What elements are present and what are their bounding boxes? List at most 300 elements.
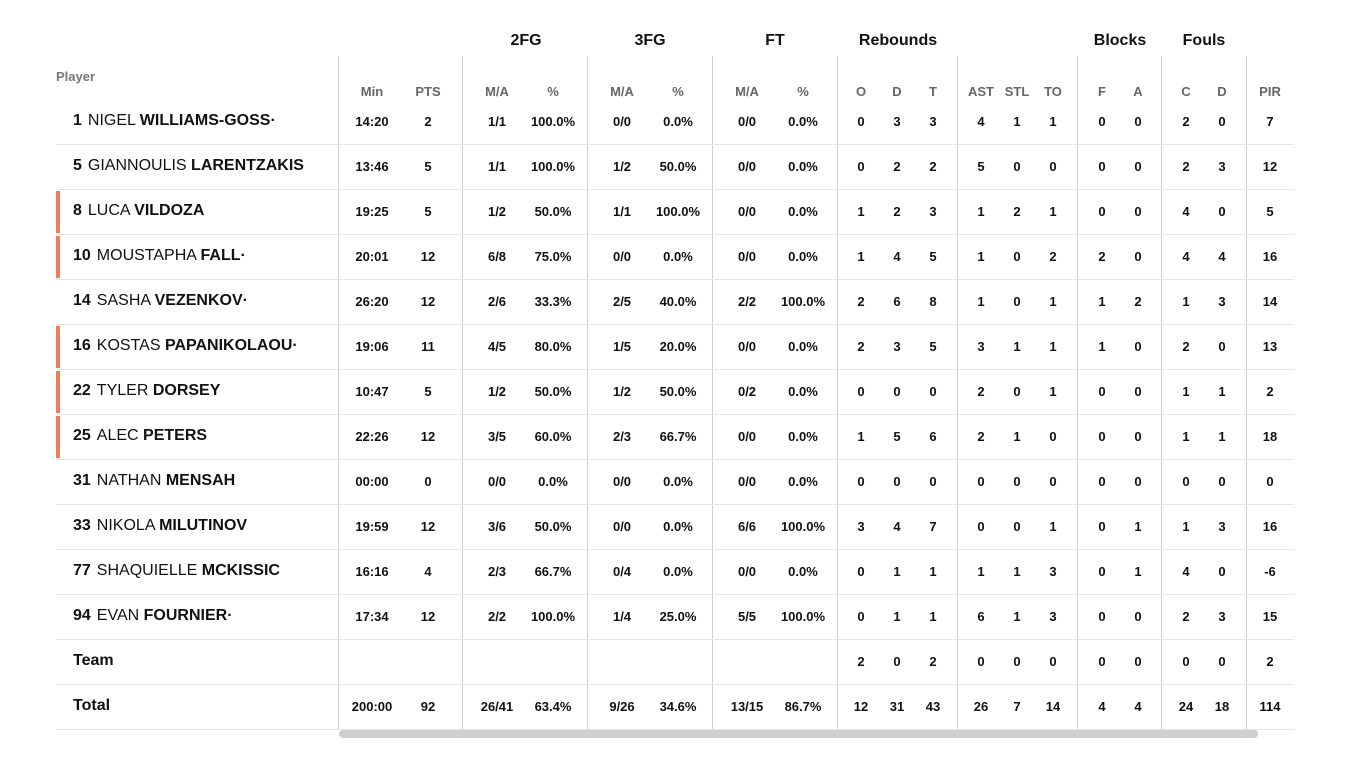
- column-header: PTS: [415, 84, 441, 99]
- column-header: PIR: [1259, 84, 1281, 99]
- stat-cell: 7: [1013, 699, 1021, 714]
- stat-cell: 0.0%: [788, 429, 818, 444]
- stat-cell: 2: [1013, 204, 1021, 219]
- stat-cell: 26/41: [480, 699, 514, 714]
- stat-cell: 0: [1098, 159, 1106, 174]
- stat-cell: 100.0%: [780, 294, 826, 309]
- stat-cell: 16: [1262, 249, 1278, 264]
- stat-cell: 1: [977, 564, 985, 579]
- stat-cell: 1/2: [487, 384, 507, 399]
- column-header: M/A: [610, 84, 634, 99]
- player-number: 14: [73, 292, 91, 309]
- stat-cell: 0: [857, 114, 865, 129]
- player-column-header: Player: [56, 69, 96, 84]
- stat-cell: 100.0%: [530, 609, 576, 624]
- player-number: 16: [73, 337, 91, 354]
- stat-cell: 0: [1134, 429, 1142, 444]
- stat-cell: 0: [1013, 159, 1021, 174]
- stat-cell: 2: [1182, 609, 1190, 624]
- stat-cell: 0: [1218, 114, 1226, 129]
- stat-cell: 0/0: [612, 474, 632, 489]
- stat-cell: 86.7%: [784, 699, 822, 714]
- stat-cell: 2: [1098, 249, 1106, 264]
- stat-cell: 3: [857, 519, 865, 534]
- stat-cell: 16: [1262, 519, 1278, 534]
- table-row[interactable]: [56, 235, 1294, 280]
- stat-cell: 0.0%: [788, 564, 818, 579]
- stat-cell: 1/1: [487, 114, 507, 129]
- player-last-name: MILUTINOV: [159, 517, 248, 534]
- stat-cell: 1: [977, 204, 985, 219]
- stat-cell: 60.0%: [534, 429, 572, 444]
- starter-indicator: [56, 191, 60, 233]
- player-first-name: MOUSTAPHA: [96, 247, 197, 264]
- table-row[interactable]: [56, 145, 1294, 190]
- stat-cell: 92: [420, 699, 436, 714]
- stat-cell: 0.0%: [663, 249, 693, 264]
- stat-cell: 0.0%: [788, 114, 818, 129]
- stat-cell: 1: [1134, 519, 1142, 534]
- stat-cell: 1: [1182, 429, 1190, 444]
- table-row[interactable]: [56, 595, 1294, 640]
- stat-cell: 3: [893, 339, 901, 354]
- stat-cell: 1/4: [612, 609, 632, 624]
- player-first-name: SASHA: [96, 292, 151, 309]
- stat-cell: 2: [857, 339, 865, 354]
- stat-cell: 0/0: [737, 339, 757, 354]
- stat-cell: 0: [1134, 114, 1142, 129]
- stat-cell: 2/3: [612, 429, 632, 444]
- stat-cell: 66.7%: [659, 429, 697, 444]
- stat-cell: 0.0%: [788, 384, 818, 399]
- column-header: T: [929, 84, 937, 99]
- stat-cell: 2: [893, 159, 901, 174]
- player-first-name: NIGEL: [87, 112, 136, 129]
- stat-cell: 12: [420, 249, 436, 264]
- column-header: D: [1217, 84, 1227, 99]
- stat-cell: 14: [1045, 699, 1061, 714]
- boxscore-table: [56, 0, 1294, 763]
- stat-cell: 0: [1013, 474, 1021, 489]
- starter-indicator: [56, 416, 60, 458]
- stat-cell: 4: [977, 114, 985, 129]
- stat-cell: 0: [857, 609, 865, 624]
- player-first-name: ALEC: [96, 427, 139, 444]
- stat-cell: 1: [1049, 519, 1057, 534]
- stat-cell: 1: [1218, 384, 1226, 399]
- stat-cell: 1: [1182, 384, 1190, 399]
- stat-cell: 7: [929, 519, 937, 534]
- stat-cell: 50.0%: [534, 384, 572, 399]
- stat-cell: 1/2: [612, 159, 632, 174]
- player-name[interactable]: [73, 517, 247, 535]
- player-number: 8: [73, 202, 82, 219]
- table-row[interactable]: [56, 505, 1294, 550]
- player-last-name: FOURNIER·: [143, 607, 233, 624]
- stat-cell: 100.0%: [530, 159, 576, 174]
- stat-cell: 0/2: [737, 384, 757, 399]
- stat-cell: 5: [977, 159, 985, 174]
- player-name[interactable]: [73, 337, 298, 355]
- stat-cell: 1/5: [612, 339, 632, 354]
- table-row[interactable]: [56, 100, 1294, 145]
- stat-cell: 3: [929, 114, 937, 129]
- stat-cell: 3/5: [487, 429, 507, 444]
- player-name[interactable]: [73, 157, 304, 175]
- stat-cell: 11: [421, 339, 435, 354]
- player-name[interactable]: [73, 292, 248, 310]
- stat-cell: 6/6: [737, 519, 757, 534]
- stat-cell: 24: [1178, 699, 1194, 714]
- stat-cell: 50.0%: [659, 159, 697, 174]
- team-row: [56, 640, 1294, 685]
- column-header: D: [892, 84, 902, 99]
- stat-cell: 12: [420, 294, 436, 309]
- stat-cell: 0: [1013, 249, 1021, 264]
- stat-cell: 2/5: [612, 294, 632, 309]
- stat-cell: 0.0%: [788, 204, 818, 219]
- stat-cell: 200:00: [351, 699, 393, 714]
- stat-cell: 3: [1049, 564, 1057, 579]
- player-number: 25: [73, 427, 91, 444]
- stat-cell: 0: [1098, 519, 1106, 534]
- stat-cell: 100.0%: [780, 519, 826, 534]
- stat-cell: 1: [1049, 114, 1057, 129]
- stat-cell: 20:01: [355, 249, 389, 264]
- stat-cell: 26:20: [355, 294, 389, 309]
- player-last-name: PETERS: [143, 427, 208, 444]
- stat-cell: 3: [977, 339, 985, 354]
- stat-cell: 0/0: [737, 114, 757, 129]
- stat-cell: 18: [1262, 429, 1278, 444]
- group-header-3fg: 3FG: [634, 32, 666, 49]
- stat-cell: 0: [893, 654, 901, 669]
- stat-cell: 0: [1013, 294, 1021, 309]
- stat-cell: 1: [1049, 294, 1057, 309]
- stat-cell: 5: [929, 249, 937, 264]
- stat-cell: 0: [1013, 519, 1021, 534]
- stat-cell: 0: [1266, 474, 1274, 489]
- table-row[interactable]: [56, 550, 1294, 595]
- stat-cell: 4: [1134, 699, 1142, 714]
- stat-cell: 0/0: [487, 474, 507, 489]
- stat-cell: 31: [889, 699, 905, 714]
- stat-cell: 75.0%: [534, 249, 572, 264]
- stat-cell: 63.4%: [534, 699, 572, 714]
- stat-cell: 2: [857, 294, 865, 309]
- group-header-fouls: Fouls: [1182, 32, 1226, 49]
- stat-cell: 2: [929, 654, 937, 669]
- stat-cell: 12: [420, 609, 436, 624]
- player-name[interactable]: [73, 247, 246, 265]
- stat-cell: 80.0%: [534, 339, 572, 354]
- stat-cell: 0: [1134, 249, 1142, 264]
- player-name[interactable]: [73, 472, 235, 490]
- stat-cell: 1: [977, 249, 985, 264]
- player-name[interactable]: [73, 112, 276, 130]
- stat-cell: 22:26: [355, 429, 389, 444]
- stat-cell: 2: [1134, 294, 1142, 309]
- stat-cell: 19:59: [355, 519, 389, 534]
- stat-cell: 0.0%: [788, 249, 818, 264]
- stat-cell: 1: [1013, 609, 1021, 624]
- stat-cell: 2: [857, 654, 865, 669]
- stat-cell: 3: [893, 114, 901, 129]
- stat-cell: 0.0%: [788, 339, 818, 354]
- stat-cell: 2: [424, 114, 432, 129]
- player-first-name: NATHAN: [96, 472, 162, 489]
- column-header: STL: [1004, 84, 1030, 99]
- stat-cell: 0/4: [612, 564, 632, 579]
- stat-cell: 19:06: [355, 339, 389, 354]
- stat-cell: 0: [1218, 654, 1226, 669]
- column-header: C: [1181, 84, 1191, 99]
- stat-cell: 1: [1218, 429, 1226, 444]
- stat-cell: 0: [1218, 474, 1226, 489]
- stat-cell: 14:20: [355, 114, 389, 129]
- stat-cell: 0/0: [612, 114, 632, 129]
- stat-cell: 3: [1049, 609, 1057, 624]
- stat-cell: 1: [1013, 564, 1021, 579]
- table-row[interactable]: [56, 370, 1294, 415]
- player-last-name: VEZENKOV·: [154, 292, 248, 309]
- stat-cell: 1: [857, 249, 865, 264]
- player-number: 33: [73, 517, 91, 534]
- stat-cell: 1: [1013, 429, 1021, 444]
- stat-cell: 4: [424, 564, 432, 579]
- player-last-name: LARENTZAKIS: [191, 157, 304, 174]
- stat-cell: 0.0%: [788, 159, 818, 174]
- stat-cell: 0.0%: [788, 474, 818, 489]
- column-header: Min: [360, 84, 384, 99]
- stat-cell: 2/2: [487, 609, 507, 624]
- stat-cell: 1: [1182, 294, 1190, 309]
- stat-cell: 0: [1098, 564, 1106, 579]
- table-row[interactable]: [56, 280, 1294, 325]
- stat-cell: 0.0%: [663, 564, 693, 579]
- stat-cell: 2: [1266, 654, 1274, 669]
- stat-cell: 0: [1098, 429, 1106, 444]
- column-header: %: [797, 84, 809, 99]
- stat-cell: 5: [424, 384, 432, 399]
- stat-cell: 0: [1134, 654, 1142, 669]
- stat-cell: 0/0: [612, 249, 632, 264]
- stat-cell: 0/0: [737, 429, 757, 444]
- stat-cell: 1: [893, 609, 901, 624]
- stat-cell: 0.0%: [663, 519, 693, 534]
- stat-cell: 100.0%: [655, 204, 701, 219]
- stat-cell: 43: [925, 699, 941, 714]
- table-row[interactable]: [56, 460, 1294, 505]
- stat-cell: 0.0%: [663, 474, 693, 489]
- stat-cell: 100.0%: [780, 609, 826, 624]
- stat-cell: 0: [977, 474, 985, 489]
- player-first-name: EVAN: [96, 607, 140, 624]
- player-first-name: LUCA: [87, 202, 130, 219]
- stat-cell: 0: [977, 654, 985, 669]
- stat-cell: 1: [929, 564, 937, 579]
- stat-cell: -6: [1264, 564, 1276, 579]
- stat-cell: 2/3: [487, 564, 507, 579]
- stat-cell: 0: [1013, 384, 1021, 399]
- player-last-name: PAPANIKOLAOU·: [164, 337, 298, 354]
- table-row[interactable]: [56, 325, 1294, 370]
- stat-cell: 4: [893, 249, 901, 264]
- stat-cell: 0/0: [737, 204, 757, 219]
- stat-cell: 1: [857, 204, 865, 219]
- stat-cell: 0: [1098, 384, 1106, 399]
- stat-cell: 1: [1182, 519, 1190, 534]
- stat-cell: 0: [1049, 474, 1057, 489]
- stat-cell: 1/1: [612, 204, 632, 219]
- stat-cell: 5: [424, 159, 432, 174]
- stat-cell: 1: [1049, 384, 1057, 399]
- stat-cell: 4: [1182, 249, 1190, 264]
- stat-cell: 2: [1182, 339, 1190, 354]
- stat-cell: 1: [1049, 204, 1057, 219]
- stat-cell: 0: [857, 384, 865, 399]
- stat-cell: 15: [1262, 609, 1278, 624]
- stat-cell: 1/1: [487, 159, 507, 174]
- stat-cell: 5: [424, 204, 432, 219]
- stat-cell: 0: [1218, 564, 1226, 579]
- stat-cell: 17:34: [355, 609, 389, 624]
- horizontal-scrollbar[interactable]: [339, 730, 1258, 738]
- stat-cell: 1/2: [612, 384, 632, 399]
- column-header: M/A: [485, 84, 509, 99]
- stat-cell: 1: [1013, 339, 1021, 354]
- stat-cell: 0: [1049, 429, 1057, 444]
- stat-cell: 0: [1134, 384, 1142, 399]
- stat-cell: 0.0%: [538, 474, 568, 489]
- player-name[interactable]: [73, 562, 280, 580]
- column-header: AST: [968, 84, 994, 99]
- player-last-name: VILDOZA: [134, 202, 205, 219]
- stat-cell: 10:47: [355, 384, 389, 399]
- player-number: 1: [73, 112, 82, 129]
- player-number: 77: [73, 562, 91, 579]
- group-header-ft: FT: [765, 32, 785, 49]
- stat-cell: 0.0%: [663, 114, 693, 129]
- player-number: 22: [73, 382, 91, 399]
- stat-cell: 0/0: [737, 474, 757, 489]
- stat-cell: 0: [929, 474, 937, 489]
- player-number: 94: [73, 607, 91, 624]
- player-name[interactable]: [73, 382, 220, 400]
- stat-cell: 6: [977, 609, 985, 624]
- stat-cell: 50.0%: [659, 384, 697, 399]
- stat-cell: 20.0%: [659, 339, 697, 354]
- stat-cell: 12: [420, 519, 436, 534]
- player-first-name: KOSTAS: [96, 337, 161, 354]
- stat-cell: 0/0: [612, 519, 632, 534]
- stat-cell: 0: [893, 474, 901, 489]
- stat-cell: 0: [1134, 609, 1142, 624]
- stat-cell: 40.0%: [659, 294, 697, 309]
- stat-cell: 0: [929, 384, 937, 399]
- stat-cell: 0: [1098, 204, 1106, 219]
- starter-indicator: [56, 371, 60, 413]
- stat-cell: 0: [857, 159, 865, 174]
- player-first-name: SHAQUIELLE: [96, 562, 198, 579]
- stat-cell: 1: [977, 294, 985, 309]
- stat-cell: 0/0: [737, 564, 757, 579]
- stat-cell: 3: [1218, 159, 1226, 174]
- stat-cell: 1: [1013, 114, 1021, 129]
- stat-cell: 4: [893, 519, 901, 534]
- column-header: O: [855, 84, 867, 99]
- stat-cell: 26: [973, 699, 989, 714]
- player-last-name: MCKISSIC: [201, 562, 280, 579]
- stat-cell: 25.0%: [659, 609, 697, 624]
- stat-cell: 6: [929, 429, 937, 444]
- stat-cell: 12: [853, 699, 869, 714]
- stat-cell: 33.3%: [534, 294, 572, 309]
- stat-cell: 7: [1266, 114, 1274, 129]
- stat-cell: 0: [1098, 114, 1106, 129]
- player-rows: [56, 100, 1294, 730]
- player-first-name: TYLER: [96, 382, 149, 399]
- column-header: F: [1098, 84, 1106, 99]
- stat-cell: 0: [857, 564, 865, 579]
- stat-cell: 13/15: [730, 699, 764, 714]
- player-name[interactable]: [73, 607, 233, 625]
- stat-cell: 4: [1098, 699, 1106, 714]
- stat-cell: 0: [1134, 339, 1142, 354]
- stat-cell: 2/2: [737, 294, 757, 309]
- stat-cell: 14: [1262, 294, 1278, 309]
- player-name[interactable]: [73, 202, 204, 220]
- stat-cell: 2/6: [487, 294, 507, 309]
- stat-cell: 4: [1182, 564, 1190, 579]
- group-header-blocks: Blocks: [1093, 32, 1147, 49]
- stat-cell: 8: [929, 294, 937, 309]
- stat-cell: 34.6%: [659, 699, 697, 714]
- stat-cell: 1: [1049, 339, 1057, 354]
- stat-cell: 12: [1262, 159, 1278, 174]
- player-name[interactable]: [73, 427, 207, 445]
- stat-cell: 00:00: [355, 474, 389, 489]
- stat-cell: 66.7%: [534, 564, 572, 579]
- stat-cell: 2: [977, 384, 985, 399]
- table-row[interactable]: [56, 190, 1294, 235]
- stat-cell: 0: [1182, 474, 1190, 489]
- column-header: TO: [1044, 84, 1062, 99]
- stat-cell: 3: [1218, 519, 1226, 534]
- stat-cell: 0: [1098, 654, 1106, 669]
- stat-cell: 5: [1266, 204, 1274, 219]
- player-last-name: WILLIAMS-GOSS·: [139, 112, 276, 129]
- player-last-name: MENSAH: [165, 472, 236, 489]
- table-row[interactable]: [56, 415, 1294, 460]
- stat-cell: 1: [893, 564, 901, 579]
- stat-cell: 2: [1266, 384, 1274, 399]
- stat-cell: 6/8: [487, 249, 507, 264]
- stat-cell: 0: [1182, 654, 1190, 669]
- stat-cell: 0: [1218, 204, 1226, 219]
- player-first-name: GIANNOULIS: [87, 157, 187, 174]
- player-last-name: FALL·: [200, 247, 246, 264]
- stat-cell: 5/5: [737, 609, 757, 624]
- stat-cell: 4: [1218, 249, 1226, 264]
- stat-cell: 0: [1098, 474, 1106, 489]
- stat-cell: 3/6: [487, 519, 507, 534]
- stat-cell: 13: [1262, 339, 1278, 354]
- stat-cell: 0: [1134, 474, 1142, 489]
- column-header: %: [547, 84, 559, 99]
- total-row-label: Total: [73, 697, 111, 714]
- stat-cell: 5: [893, 429, 901, 444]
